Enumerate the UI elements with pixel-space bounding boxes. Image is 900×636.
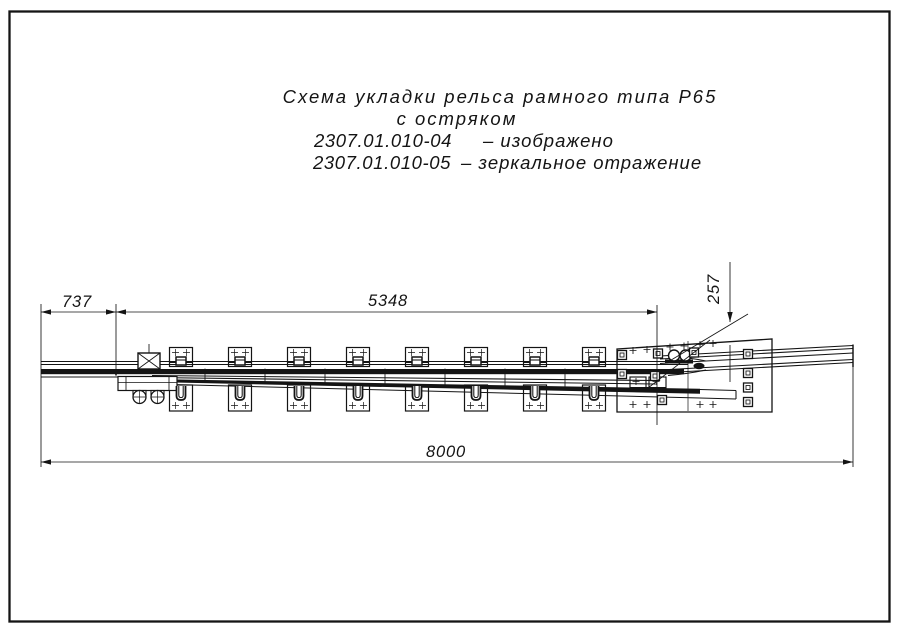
closure-rail-edge: [660, 363, 853, 374]
sleeper-bolt-slot: [590, 386, 599, 400]
dim-value-257: 257: [705, 274, 723, 304]
fork-pivot: [694, 363, 705, 369]
clip-fastener: [744, 398, 753, 407]
dim-arrow: [116, 309, 126, 314]
dim-arrow: [647, 309, 657, 314]
sleeper-bolt-slot: [413, 386, 422, 400]
dim-arrow: [41, 459, 51, 464]
sleeper-bolt-slot: [354, 386, 363, 400]
clip-fastener: [744, 369, 753, 378]
variant-mirror-label: – зеркальное отражение: [461, 152, 703, 173]
clip-fastener: [744, 383, 753, 392]
dim-value-8000: 8000: [426, 443, 466, 461]
clip-fastener: [618, 351, 627, 360]
sleeper-bolt-slot: [295, 386, 304, 400]
bolt-slots: [177, 386, 599, 400]
dim-arrow: [106, 309, 116, 314]
clip-fastener: [658, 396, 667, 405]
plate-mark: [697, 401, 704, 408]
dim-value-5348: 5348: [368, 292, 408, 310]
roller: [669, 350, 680, 361]
sleeper-bolt-slot: [531, 386, 540, 400]
dimension-front-overhang: [41, 293, 119, 467]
sleeper-bolt-slot: [236, 386, 245, 400]
plate-mark: [710, 340, 717, 347]
drawing-title-line1: Схема укладки рельса рамного типа Р65: [282, 86, 718, 107]
clip-fastener: [654, 349, 663, 358]
dim-arrow: [843, 459, 853, 464]
frame-rail-head: [41, 369, 684, 374]
variant-shown-code: 2307.01.010-04: [314, 130, 453, 151]
plate-mark: [710, 401, 717, 408]
title-block: [283, 86, 718, 173]
clip-fastener: [618, 370, 627, 379]
plate-mark: [630, 401, 637, 408]
drawing-title-line2: с остряком: [396, 108, 518, 129]
sleeper-bolt-slot: [177, 386, 186, 400]
dim-arrow: [727, 312, 732, 322]
dimension-point-length: [116, 292, 657, 425]
variant-mirror-code: 2307.01.010-05: [313, 152, 452, 173]
dim-value-737: 737: [62, 293, 92, 311]
variant-shown-label: – изображено: [483, 130, 614, 151]
dim-arrow: [41, 309, 51, 314]
clip-fastener: [651, 372, 660, 381]
heel-step: [700, 390, 736, 400]
switch-rod-bracket: [118, 377, 177, 391]
plate-mark: [644, 401, 651, 408]
clip-fastener: [744, 350, 753, 359]
plate-mark: [667, 344, 674, 351]
sleeper-bolt-slot: [472, 386, 481, 400]
plate-mark: [681, 343, 688, 350]
